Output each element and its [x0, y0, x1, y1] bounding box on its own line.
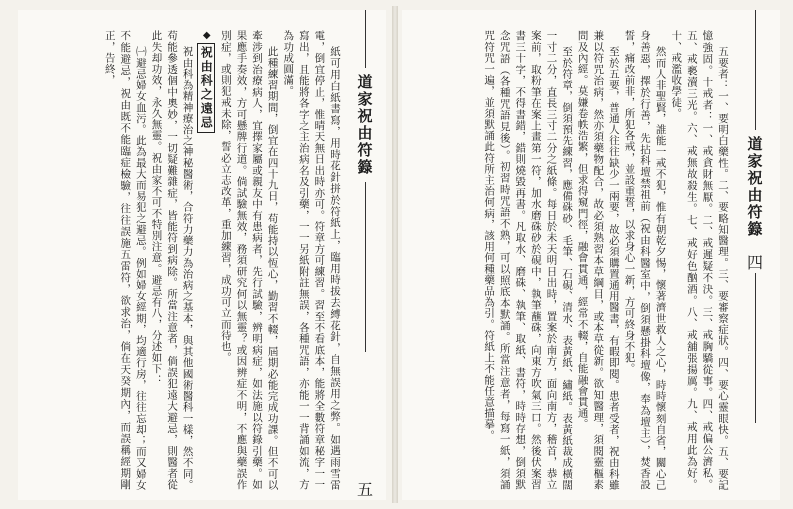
right-running-header — [740, 10, 770, 500]
header-rule — [365, 182, 366, 352]
running-title: 道家祝由符籙 — [745, 136, 764, 238]
left-paragraph: 祝由科為精神療治之神秘醫術，合符力藥力為治病之基本，與其他國術醫科一樣，然不同。苟能參透個中奧妙，一切疑難雜症，皆能符到病除。所當注意者，倘誤犯遠大避忌，則醫者從此失却功效，永久無靈。祝由家不可不特別注意。避忌有八，分述如下： — [150, 30, 194, 490]
left-page — [18, 10, 386, 500]
section-heading-label: 祝由科之遠忌 — [197, 43, 215, 133]
left-page-body — [24, 30, 342, 490]
left-paragraph: 此種練習期間，倒宜在四十九日，苟能持以恆心，勤習不輟，屆期必能完成功課。但不可以牽涉到治療病人，宜擇家屬或親友中有患病者，先行試驗，辨明病症，如法施以符錄引藥。如果應手奏效，方可懸牌行道。倘試驗無效，務須研究何以無靈？或因辨症不明，不應與藥誤作別症，或則犯戒未除，誓必立志改革，重加練習，成功可立而待也。 — [219, 30, 279, 490]
left-paragraph: ㈠避忌婦女血污。此為最大而易犯之避忌。例如婦女經期，均適行房，往往忘却；而又婦女不能避忌，祝由既不能臨症檢驗，往往誤施五雷符，欲求治，倘在天癸期內，而誤稱經期剛正，告終， — [103, 30, 147, 490]
header-rule — [755, 273, 756, 423]
right-paragraph: 至於符章，倒須預先練習，應備硃砂、毛筆、石硯、清水、表黃紙、繡紙。表黃紙裁成橫闊一寸二分，直長三寸二分之紙條。每日於未天明日出時，置案於南方，面向南方，稽首，恭立案前，取粉筆在案上畫第一符，加水磨硃砂於硯中，執筆蘸硃，向東方吹氣三口。然後伏案習書三十字，不得書錯，錯則燒毀再書。凡取水、磨硃、執筆、取紙、書符，時時存想，倒須默念咒語（各種咒語見後）。初習時咒語不熟，可以照底本默誦。所當注意者，每寫一紙，須誦咒符咒一遍，並須默誦此符所主治何病，該用何種藥品為引。符紙上不能任意描摹。 — [483, 30, 574, 490]
page-number: 四 — [746, 253, 763, 272]
section-heading — [195, 30, 218, 490]
book-gutter — [392, 6, 398, 503]
left-running-header — [350, 10, 380, 500]
right-paragraph: 五要者：一、要明白藥性。二、要略知醫理。三、要審察症狀。四、要心靈眼快。五、要記憶強固。十戒者：一、戒貪財無厭。二、戒遲疑不決。三、戒胸驕從事。四、戒偏公濟私。五、戒褻瀆三光。六、戒無故殺生。七、戒好色酗酒。八、戒舖張揚厲。九、戒用此為好。十、戒濫收學徒。 — [670, 30, 729, 490]
right-paragraph: 然而人非聖賢，誰能一戒不犯，惟有朝乾夕惕，懷著濟世救人之心，時時懷刻自省，關心己身善惡，擇於行善，先拈科壇禁祖前（祝由科醫室中，倒須懸掛科壇像，奉為壇主），焚香設誓，痛改前非，所犯各戒，並設重誓，以求身心一新，方可終身不犯。 — [623, 30, 667, 490]
diamond-icon: ◆ — [201, 30, 213, 43]
running-title: 道家祝由符籙 — [355, 74, 374, 176]
right-page — [402, 10, 780, 500]
right-paragraph: 至於五要，普通人往往缺少一兩要，故必須購置通用醫書，有暇即閱。患者受者，祝由科雖兼以符咒治病，然亦須藥物配合，故必須熟習本草綱目，或本草從新。欲知醫理，須閱靈樞素問及內經。莫嫌卷帙浩繁，但求得窺門徑，融會貫通，經常不輟，自能融會貫通。 — [576, 30, 620, 490]
section-heading-box — [198, 30, 215, 133]
page-number: 五 — [356, 480, 373, 499]
header-rule — [365, 10, 366, 68]
right-page-body — [410, 30, 730, 490]
header-rule — [755, 10, 756, 130]
left-paragraph: 紙可用白紙書寫，用時花針拼於符紙上，臨用時拔去縛花針，自無誤用之弊。如遇雨雪雷電，倒宜停止，惟晴天無日出時亦可。符章方可練習。習至不看底本，能將全數符章秘字一一寫出，且能將各字之主治病名及引藥，一一另紙附註無誤，各種咒語，亦能一一背誦如流，方為功成圓滿。 — [282, 30, 341, 490]
